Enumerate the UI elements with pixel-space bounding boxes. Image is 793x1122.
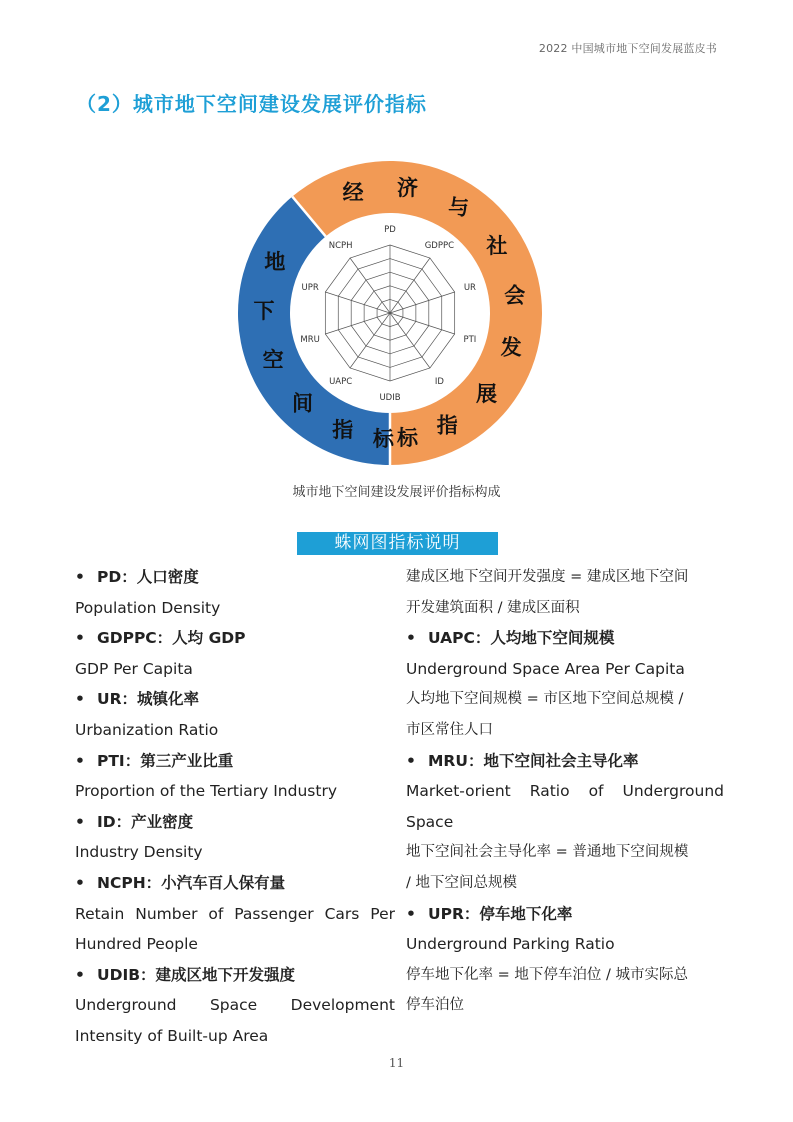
ring-char: 间 (291, 391, 313, 416)
radar-spoke (390, 313, 430, 368)
indicator-english: Proportion of the Tertiary Industry (75, 782, 337, 801)
radar-grid (325, 245, 454, 381)
indicator-english: Hundred People (75, 935, 198, 954)
indicator-ring-diagram (235, 158, 545, 468)
radar-label-pti: PTI (463, 334, 477, 345)
radar-label-id: ID (434, 376, 444, 387)
radar-label-ur: UR (463, 283, 476, 294)
indicator-english: Urbanization Ratio (75, 720, 219, 739)
ring-char: 空 (262, 348, 284, 373)
running-header: 2022 中国城市地下空间发展蓝皮书 (538, 42, 717, 55)
bullet-icon: • (406, 629, 416, 648)
indicator-formula: 停车地下化率 = 地下停车泊位 / 城市实际总 (406, 966, 688, 983)
indicator-formula: 开发建筑面积 / 建成区面积 (406, 599, 580, 616)
bullet-icon: • (75, 568, 85, 586)
indicator-formula: 停车泊位 (406, 997, 464, 1014)
radar-label-gdppc: GDPPC (424, 241, 455, 252)
radar-labels (300, 225, 476, 403)
indicator-formula: 市区常住人口 (406, 721, 493, 738)
radar-spoke (350, 313, 390, 368)
ring-char: 经 (342, 180, 364, 205)
indicator-english: Market-orient Ratio of Underground (406, 782, 724, 801)
indicator-heading: • UR：城镇化率 (75, 684, 395, 715)
radar-label-ncph: NCPH (328, 241, 353, 252)
radar-spoke (325, 313, 390, 334)
indicator-english: Retain Number of Passenger Cars Per (75, 904, 395, 923)
ring-char: 济 (397, 176, 419, 201)
radar-spoke (390, 292, 455, 313)
indicator-heading: • PTI：第三产业比重 (75, 746, 395, 777)
indicator-heading: • UDIB：建成区地下开发强度 (75, 960, 395, 991)
indicator-heading: • UPR：停车地下化率 (406, 899, 724, 930)
indicator-formula: 地下空间社会主导化率 = 普通地下空间规模 (406, 844, 689, 861)
ring-char: 社 (486, 234, 508, 259)
indicator-legend-banner: 蛛网图指标说明 (297, 532, 498, 555)
left-column (75, 562, 395, 1052)
indicator-heading: • GDPPC：人均 GDP (75, 623, 395, 654)
ring-char: 标 (372, 426, 394, 451)
bullet-icon: • (406, 904, 416, 923)
indicator-heading: • NCPH：小汽车百人保有量 (75, 868, 395, 899)
underground-space-ring-segment (238, 197, 390, 465)
indicator-formula: / 地下空间总规模 (406, 874, 517, 891)
bullet-icon: • (406, 751, 416, 770)
ring-char: 会 (504, 283, 526, 308)
ring-char: 下 (253, 298, 275, 323)
bullet-icon: • (75, 629, 85, 648)
radar-label-upr: UPR (301, 283, 319, 294)
ring-char: 指 (436, 413, 458, 438)
indicator-english: Population Density (75, 598, 221, 617)
section-title: （2）城市地下空间建设发展评价指标 (76, 92, 427, 116)
bullet-icon: • (75, 751, 85, 770)
ring-char: 指 (332, 417, 354, 442)
ring-char: 地 (264, 249, 286, 274)
indicator-formula: 建成区地下空间开发强度 = 建成区地下空间 (406, 569, 689, 585)
radar-spoke (390, 313, 455, 334)
indicator-heading: • UAPC：人均地下空间规模 (406, 623, 724, 654)
indicator-english: Underground Parking Ratio (406, 935, 615, 954)
indicator-english: Space (406, 812, 454, 831)
indicator-heading: • PD：人口密度 (75, 562, 395, 593)
indicator-formula: 人均地下空间规模 = 市区地下空间总规模 / (406, 691, 684, 708)
indicator-english: Industry Density (75, 843, 203, 862)
indicator-english: Underground Space Area Per Capita (406, 659, 685, 678)
radar-label-uapc: UAPC (329, 376, 353, 387)
indicator-english: Underground Space Development (75, 996, 395, 1015)
bullet-icon: • (75, 690, 85, 709)
indicator-heading: • MRU：地下空间社会主导化率 (406, 746, 724, 777)
bullet-icon: • (75, 965, 85, 984)
indicator-english: GDP Per Capita (75, 659, 193, 678)
bullet-icon: • (75, 873, 85, 892)
radar-spoke (325, 292, 390, 313)
ring-char: 与 (448, 195, 470, 220)
page-number: 11 (388, 1056, 405, 1070)
ring-char: 标 (397, 425, 419, 450)
indicator-heading: • ID：产业密度 (75, 807, 395, 838)
radar-label-udib: UDIB (379, 393, 401, 403)
radar-spoke (390, 258, 430, 313)
bullet-icon: • (75, 812, 85, 831)
ring-char: 展 (476, 381, 498, 406)
ring-char: 发 (500, 335, 522, 360)
radar-spoke (350, 258, 390, 313)
radar-label-pd: PD (384, 225, 396, 235)
indicator-english: Intensity of Built-up Area (75, 1026, 269, 1045)
figure-caption: 城市地下空间建设发展评价指标构成 (292, 485, 501, 500)
right-column (406, 562, 724, 1021)
radar-label-mru: MRU (300, 334, 320, 345)
